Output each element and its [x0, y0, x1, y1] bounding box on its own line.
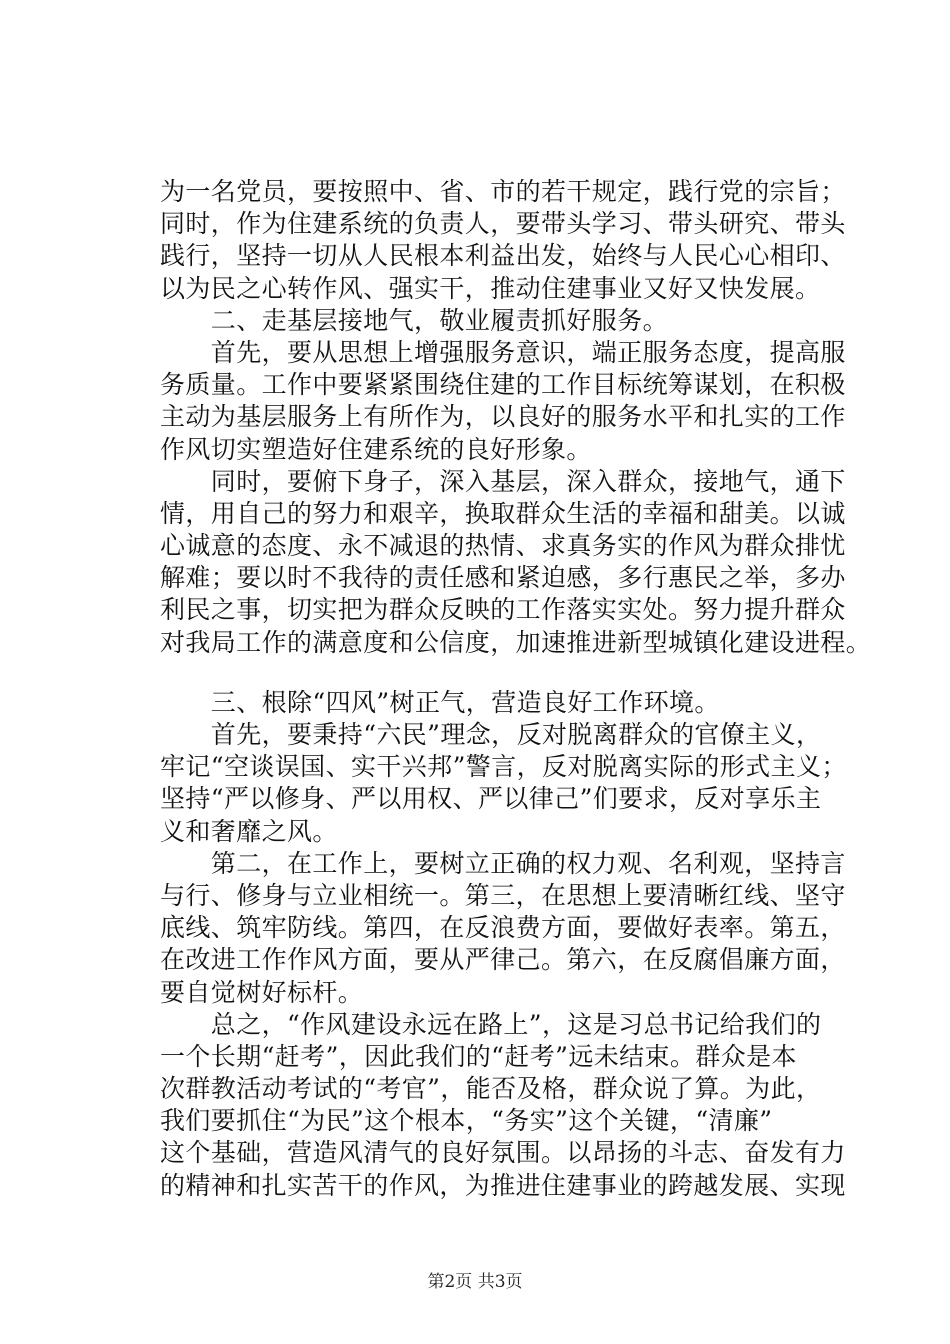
text-line: 同时，要俯下身子，深入基层，深入群众，接地气，通下	[160, 466, 846, 496]
document-body	[160, 176, 872, 1202]
text-line: 务质量。工作中要紧紧围绕住建的工作目标统筹谋划，在积极	[160, 370, 846, 400]
text-line: 与行、修身与立业相统一。第三，在思想上要清晰红线、坚守	[160, 880, 846, 910]
text-line: 利民之事，切实把为群众反映的工作落实实处。努力提升群众	[160, 595, 846, 625]
text-line: 次群教活动考试的“考官”，能否及格，群众说了算。为此，	[160, 1074, 822, 1104]
text-line: 牢记“空谈误国、实干兴邦”警言，反对脱离实际的形式主义；	[160, 752, 847, 782]
text-line: 要自觉树好标杆。	[160, 977, 364, 1007]
text-line: 的精神和扎实苦干的作风，为推进住建事业的跨越发展、实现	[160, 1170, 846, 1200]
text-line: 对我局工作的满意度和公信度，加速推进新型城镇化建设进程。	[160, 627, 872, 657]
text-line: 第二，在工作上，要树立正确的权力观、名利观，坚持言	[160, 848, 846, 878]
text-line: 底线、筑牢防线。第四，在反浪费方面，要做好表率。第五，	[160, 913, 846, 943]
paragraph-gap	[160, 659, 860, 687]
text-line: 心诚意的态度、永不减退的热情、求真务实的作风为群众排忧	[160, 531, 846, 561]
text-line: 同时，作为住建系统的负责人，要带头学习、带头研究、带头	[160, 209, 846, 239]
text-line: 首先，要从思想上增强服务意识，端正服务态度，提高服	[160, 337, 846, 367]
text-line: 在改进工作作风方面，要从严律己。第六，在反腐倡廉方面，	[160, 945, 846, 975]
text-line: 这个基础，营造风清气的良好氛围。以昂扬的斗志、奋发有力	[160, 1138, 846, 1168]
text-line: 我们要抓住“为民”这个根本，“务实”这个关键，“清廉”	[160, 1106, 773, 1136]
text-line: 以为民之心转作风、强实干，推动住建事业又好又快发展。	[160, 273, 821, 303]
text-line: 为一名党员，要按照中、省、市的若干规定，践行党的宗旨；	[160, 177, 846, 206]
section-heading-2: 二、走基层接地气，敬业履责抓好服务。	[160, 305, 669, 335]
text-line: 首先，要秉持“六民”理念，反对脱离群众的官僚主义，	[160, 720, 822, 749]
text-line: 作风切实塑造好住建系统的良好形象。	[160, 434, 592, 464]
text-line: 解难；要以时不我待的责任感和紧迫感，多行惠民之举，多办	[160, 563, 846, 593]
text-line: 坚持“严以修身、严以用权、严以律己”们要求，反对享乐主	[160, 784, 822, 814]
text-line: 主动为基层服务上有所作为，以良好的服务水平和扎实的工作	[160, 402, 846, 432]
text-line: 义和奢靡之风。	[160, 816, 338, 846]
page-number-footer: 第2页 共3页	[427, 1272, 523, 1292]
section-heading-3: 三、根除“四风”树正气，营造良好工作环境。	[160, 687, 720, 717]
text-line: 践行，坚持一切从人民根本利益出发，始终与人民心心相印、	[160, 241, 846, 271]
text-line: 一个长期“赶考”，因此我们的“赶考”远未结束。群众是本	[160, 1041, 797, 1071]
text-line: 总之，“作风建设永远在路上”，这是习总书记给我们的	[160, 1009, 822, 1039]
text-line: 情，用自己的努力和艰辛，换取群众生活的幸福和甜美。以诚	[160, 498, 846, 528]
